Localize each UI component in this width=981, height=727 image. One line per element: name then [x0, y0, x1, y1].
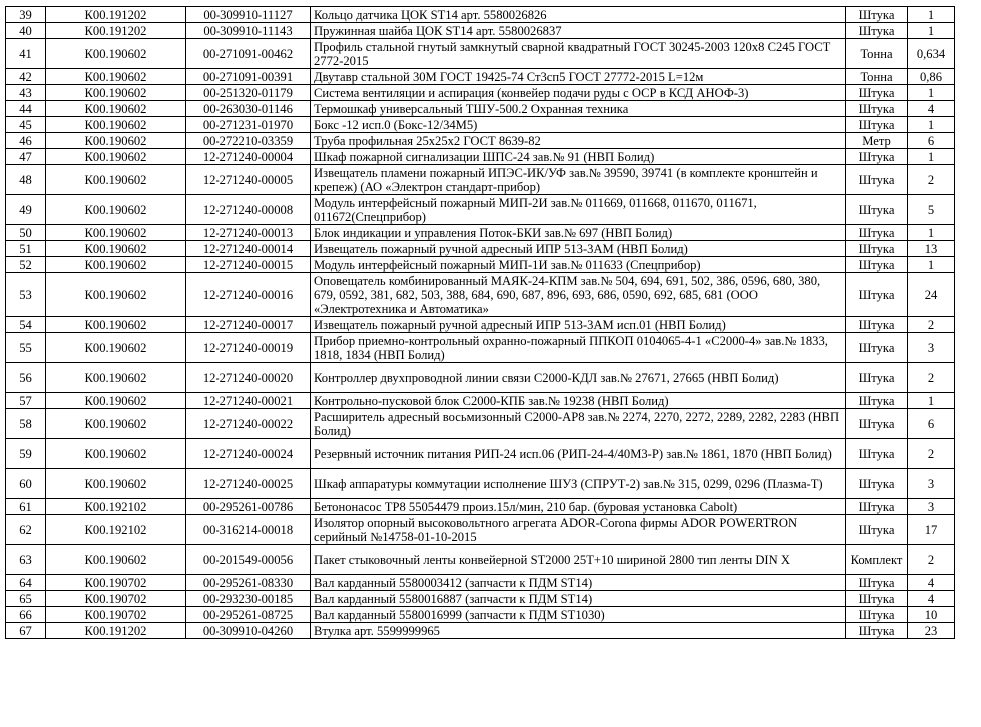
article-code-cell: 12-271240-00017: [186, 317, 311, 333]
table-row: [6, 317, 955, 333]
account-code-cell: К00.190702: [46, 591, 186, 607]
row-number-cell: 43: [6, 85, 46, 101]
article-code-cell: 12-271240-00021: [186, 393, 311, 409]
account-code-cell: К00.190602: [46, 85, 186, 101]
quantity-cell: 0,634: [908, 39, 955, 69]
item-name-cell: Бетононасос TP8 55054479 произ.15л/мин, 210 бар. (буровая установка Cabolt): [311, 499, 846, 515]
item-name-cell: Система вентиляции и аспирация (конвейер подачи руды с ОСР в КСД АНОФ-3): [311, 85, 846, 101]
table-row: [6, 23, 955, 39]
unit-cell: Штука: [846, 499, 908, 515]
row-number-cell: 52: [6, 257, 46, 273]
table-row: [6, 241, 955, 257]
account-code-cell: К00.190602: [46, 393, 186, 409]
item-name-cell: Извещатель пожарный ручной адресный ИПР 513-3АМ (НВП Болид): [311, 241, 846, 257]
article-code-cell: 12-271240-00005: [186, 165, 311, 195]
row-number-cell: 42: [6, 69, 46, 85]
account-code-cell: К00.190602: [46, 257, 186, 273]
unit-cell: Комплект: [846, 545, 908, 575]
account-code-cell: К00.190602: [46, 133, 186, 149]
item-name-cell: Извещатель пожарный ручной адресный ИПР 513-3АМ исп.01 (НВП Болид): [311, 317, 846, 333]
table-row: [6, 545, 955, 575]
article-code-cell: 00-309910-11127: [186, 7, 311, 23]
table-row: [6, 591, 955, 607]
account-code-cell: К00.190602: [46, 545, 186, 575]
article-code-cell: 00-316214-00018: [186, 515, 311, 545]
table-row: [6, 225, 955, 241]
table-row: [6, 165, 955, 195]
account-code-cell: К00.190602: [46, 363, 186, 393]
quantity-cell: 6: [908, 409, 955, 439]
account-code-cell: К00.190602: [46, 39, 186, 69]
quantity-cell: 17: [908, 515, 955, 545]
unit-cell: Штука: [846, 409, 908, 439]
table-row: [6, 273, 955, 317]
table-row: [6, 149, 955, 165]
inventory-table-body: [6, 7, 955, 639]
account-code-cell: К00.190602: [46, 69, 186, 85]
table-row: [6, 257, 955, 273]
quantity-cell: 23: [908, 623, 955, 639]
article-code-cell: 12-271240-00015: [186, 257, 311, 273]
item-name-cell: Оповещатель комбинированный МАЯК-24-КПМ зав.№ 504, 694, 691, 502, 386, 0596, 680, 380, 679, 0592, 381, 682, 503, 388, 684, 690, 687, 896, 693, 686, 0590, 692, 685, 681 (ООО «Электротехника и Автоматика»: [311, 273, 846, 317]
account-code-cell: К00.191202: [46, 23, 186, 39]
unit-cell: Штука: [846, 273, 908, 317]
row-number-cell: 59: [6, 439, 46, 469]
item-name-cell: Изолятор опорный высоковольтного агрегата ADOR-Corona фирмы ADOR POWERTRON серийный №14758-01-10-2015: [311, 515, 846, 545]
article-code-cell: 00-309910-11143: [186, 23, 311, 39]
row-number-cell: 48: [6, 165, 46, 195]
unit-cell: Штука: [846, 515, 908, 545]
table-row: [6, 439, 955, 469]
account-code-cell: К00.190602: [46, 165, 186, 195]
row-number-cell: 51: [6, 241, 46, 257]
article-code-cell: 12-271240-00019: [186, 333, 311, 363]
table-row: [6, 575, 955, 591]
article-code-cell: 12-271240-00014: [186, 241, 311, 257]
row-number-cell: 60: [6, 469, 46, 499]
account-code-cell: К00.190602: [46, 101, 186, 117]
unit-cell: Штука: [846, 101, 908, 117]
article-code-cell: 00-263030-01146: [186, 101, 311, 117]
unit-cell: Штука: [846, 469, 908, 499]
unit-cell: Штука: [846, 7, 908, 23]
item-name-cell: Кольцо датчика ЦОК ST14 арт. 5580026826: [311, 7, 846, 23]
item-name-cell: Резервный источник питания РИП-24 исп.06 (РИП-24-4/40М3-Р) зав.№ 1861, 1870 (НВП Болид): [311, 439, 846, 469]
account-code-cell: К00.190602: [46, 317, 186, 333]
account-code-cell: К00.191202: [46, 7, 186, 23]
quantity-cell: 1: [908, 117, 955, 133]
article-code-cell: 12-271240-00016: [186, 273, 311, 317]
table-row: [6, 363, 955, 393]
quantity-cell: 2: [908, 439, 955, 469]
row-number-cell: 39: [6, 7, 46, 23]
unit-cell: Штука: [846, 117, 908, 133]
account-code-cell: К00.190602: [46, 273, 186, 317]
unit-cell: Штука: [846, 257, 908, 273]
article-code-cell: 00-271231-01970: [186, 117, 311, 133]
item-name-cell: Контрольно-пусковой блок С2000-КПБ зав.№ 19238 (НВП Болид): [311, 393, 846, 409]
quantity-cell: 1: [908, 149, 955, 165]
row-number-cell: 65: [6, 591, 46, 607]
unit-cell: Метр: [846, 133, 908, 149]
row-number-cell: 56: [6, 363, 46, 393]
quantity-cell: 2: [908, 545, 955, 575]
quantity-cell: 1: [908, 85, 955, 101]
unit-cell: Штука: [846, 575, 908, 591]
table-row: [6, 469, 955, 499]
item-name-cell: Бокс -12 исп.0 (Бокс-12/34М5): [311, 117, 846, 133]
row-number-cell: 58: [6, 409, 46, 439]
unit-cell: Штука: [846, 333, 908, 363]
table-row: [6, 101, 955, 117]
quantity-cell: 4: [908, 591, 955, 607]
row-number-cell: 41: [6, 39, 46, 69]
account-code-cell: К00.191202: [46, 623, 186, 639]
item-name-cell: Термошкаф универсальный ТШУ-500.2 Охранная техника: [311, 101, 846, 117]
account-code-cell: К00.190602: [46, 409, 186, 439]
item-name-cell: Двутавр стальной 30М ГОСТ 19425-74 Ст3сп5 ГОСТ 27772-2015 L=12м: [311, 69, 846, 85]
quantity-cell: 1: [908, 257, 955, 273]
account-code-cell: К00.190602: [46, 333, 186, 363]
article-code-cell: 00-295261-00786: [186, 499, 311, 515]
quantity-cell: 0,86: [908, 69, 955, 85]
article-code-cell: 12-271240-00004: [186, 149, 311, 165]
account-code-cell: К00.192102: [46, 515, 186, 545]
unit-cell: Тонна: [846, 69, 908, 85]
item-name-cell: Извещатель пламени пожарный ИПЭС-ИК/УФ зав.№ 39590, 39741 (в комплекте кронштейн и крепеж) (АО «Электрон стандарт-прибор): [311, 165, 846, 195]
article-code-cell: 12-271240-00024: [186, 439, 311, 469]
article-code-cell: 00-271091-00391: [186, 69, 311, 85]
quantity-cell: 2: [908, 317, 955, 333]
unit-cell: Штука: [846, 439, 908, 469]
account-code-cell: К00.190602: [46, 469, 186, 499]
table-row: [6, 515, 955, 545]
row-number-cell: 61: [6, 499, 46, 515]
item-name-cell: Втулка арт. 5599999965: [311, 623, 846, 639]
row-number-cell: 57: [6, 393, 46, 409]
quantity-cell: 13: [908, 241, 955, 257]
row-number-cell: 66: [6, 607, 46, 623]
table-row: [6, 499, 955, 515]
quantity-cell: 6: [908, 133, 955, 149]
item-name-cell: Вал карданный 5580016999 (запчасти к ПДМ ST1030): [311, 607, 846, 623]
quantity-cell: 24: [908, 273, 955, 317]
row-number-cell: 49: [6, 195, 46, 225]
row-number-cell: 47: [6, 149, 46, 165]
item-name-cell: Вал карданный 5580016887 (запчасти к ПДМ ST14): [311, 591, 846, 607]
table-row: [6, 117, 955, 133]
account-code-cell: К00.190602: [46, 241, 186, 257]
item-name-cell: Шкаф пожарной сигнализации ШПС-24 зав.№ 91 (НВП Болид): [311, 149, 846, 165]
quantity-cell: 2: [908, 165, 955, 195]
article-code-cell: 12-271240-00008: [186, 195, 311, 225]
unit-cell: Штука: [846, 241, 908, 257]
item-name-cell: Пружинная шайба ЦОК ST14 арт. 5580026837: [311, 23, 846, 39]
table-row: [6, 7, 955, 23]
item-name-cell: Прибор приемно-контрольный охранно-пожарный ППКОП 0104065-4-1 «С2000-4» зав.№ 1833, 1818, 1834 (НВП Болид): [311, 333, 846, 363]
table-row: [6, 623, 955, 639]
row-number-cell: 46: [6, 133, 46, 149]
item-name-cell: Расширитель адресный восьмизонный С2000-АР8 зав.№ 2274, 2270, 2272, 2289, 2282, 2283 (НВП Болид): [311, 409, 846, 439]
account-code-cell: К00.190602: [46, 149, 186, 165]
row-number-cell: 63: [6, 545, 46, 575]
unit-cell: Тонна: [846, 39, 908, 69]
table-row: [6, 69, 955, 85]
article-code-cell: 00-293230-00185: [186, 591, 311, 607]
quantity-cell: 1: [908, 23, 955, 39]
quantity-cell: 5: [908, 195, 955, 225]
unit-cell: Штука: [846, 85, 908, 101]
unit-cell: Штука: [846, 317, 908, 333]
article-code-cell: 00-309910-04260: [186, 623, 311, 639]
item-name-cell: Модуль интерфейсный пожарный МИП-1И зав.№ 011633 (Спецприбор): [311, 257, 846, 273]
item-name-cell: Труба профильная 25х25х2 ГОСТ 8639-82: [311, 133, 846, 149]
table-row: [6, 607, 955, 623]
table-row: [6, 333, 955, 363]
row-number-cell: 53: [6, 273, 46, 317]
quantity-cell: 1: [908, 393, 955, 409]
row-number-cell: 54: [6, 317, 46, 333]
item-name-cell: Пакет стыковочный ленты конвейерной ST2000 25T+10 шириной 2800 тип ленты DIN X: [311, 545, 846, 575]
item-name-cell: Контроллер двухпроводной линии связи С2000-КДЛ зав.№ 27671, 27665 (НВП Болид): [311, 363, 846, 393]
account-code-cell: К00.192102: [46, 499, 186, 515]
account-code-cell: К00.190602: [46, 439, 186, 469]
account-code-cell: К00.190702: [46, 607, 186, 623]
quantity-cell: 1: [908, 225, 955, 241]
unit-cell: Штука: [846, 363, 908, 393]
unit-cell: Штука: [846, 591, 908, 607]
row-number-cell: 40: [6, 23, 46, 39]
quantity-cell: 3: [908, 333, 955, 363]
unit-cell: Штука: [846, 607, 908, 623]
row-number-cell: 50: [6, 225, 46, 241]
account-code-cell: К00.190602: [46, 117, 186, 133]
table-row: [6, 85, 955, 101]
unit-cell: Штука: [846, 393, 908, 409]
unit-cell: Штука: [846, 165, 908, 195]
table-row: [6, 393, 955, 409]
item-name-cell: Вал карданный 5580003412 (запчасти к ПДМ ST14): [311, 575, 846, 591]
unit-cell: Штука: [846, 23, 908, 39]
quantity-cell: 3: [908, 469, 955, 499]
unit-cell: Штука: [846, 195, 908, 225]
row-number-cell: 44: [6, 101, 46, 117]
quantity-cell: 10: [908, 607, 955, 623]
item-name-cell: Модуль интерфейсный пожарный МИП-2И зав.№ 011669, 011668, 011670, 011671, 011672(Спецприбор): [311, 195, 846, 225]
article-code-cell: 00-295261-08330: [186, 575, 311, 591]
quantity-cell: 1: [908, 7, 955, 23]
row-number-cell: 45: [6, 117, 46, 133]
item-name-cell: Блок индикации и управления Поток-БКИ зав.№ 697 (НВП Болид): [311, 225, 846, 241]
row-number-cell: 62: [6, 515, 46, 545]
account-code-cell: К00.190602: [46, 225, 186, 241]
article-code-cell: 00-251320-01179: [186, 85, 311, 101]
account-code-cell: К00.190602: [46, 195, 186, 225]
account-code-cell: К00.190702: [46, 575, 186, 591]
article-code-cell: 00-271091-00462: [186, 39, 311, 69]
table-row: [6, 133, 955, 149]
quantity-cell: 4: [908, 101, 955, 117]
article-code-cell: 00-295261-08725: [186, 607, 311, 623]
unit-cell: Штука: [846, 623, 908, 639]
unit-cell: Штука: [846, 225, 908, 241]
quantity-cell: 3: [908, 499, 955, 515]
quantity-cell: 2: [908, 363, 955, 393]
row-number-cell: 64: [6, 575, 46, 591]
article-code-cell: 12-271240-00022: [186, 409, 311, 439]
row-number-cell: 55: [6, 333, 46, 363]
article-code-cell: 12-271240-00013: [186, 225, 311, 241]
table-row: [6, 39, 955, 69]
unit-cell: Штука: [846, 149, 908, 165]
item-name-cell: Шкаф аппаратуры коммутации исполнение ШУЗ (СПРУТ-2) зав.№ 315, 0299, 0296 (Плазма-Т): [311, 469, 846, 499]
table-row: [6, 409, 955, 439]
quantity-cell: 4: [908, 575, 955, 591]
article-code-cell: 12-271240-00025: [186, 469, 311, 499]
row-number-cell: 67: [6, 623, 46, 639]
item-name-cell: Профиль стальной гнутый замкнутый сварной квадратный ГОСТ 30245-2003 120х8 С245 ГОСТ 2772-2015: [311, 39, 846, 69]
article-code-cell: 00-272210-03359: [186, 133, 311, 149]
article-code-cell: 00-201549-00056: [186, 545, 311, 575]
inventory-table: [5, 6, 955, 639]
table-row: [6, 195, 955, 225]
article-code-cell: 12-271240-00020: [186, 363, 311, 393]
